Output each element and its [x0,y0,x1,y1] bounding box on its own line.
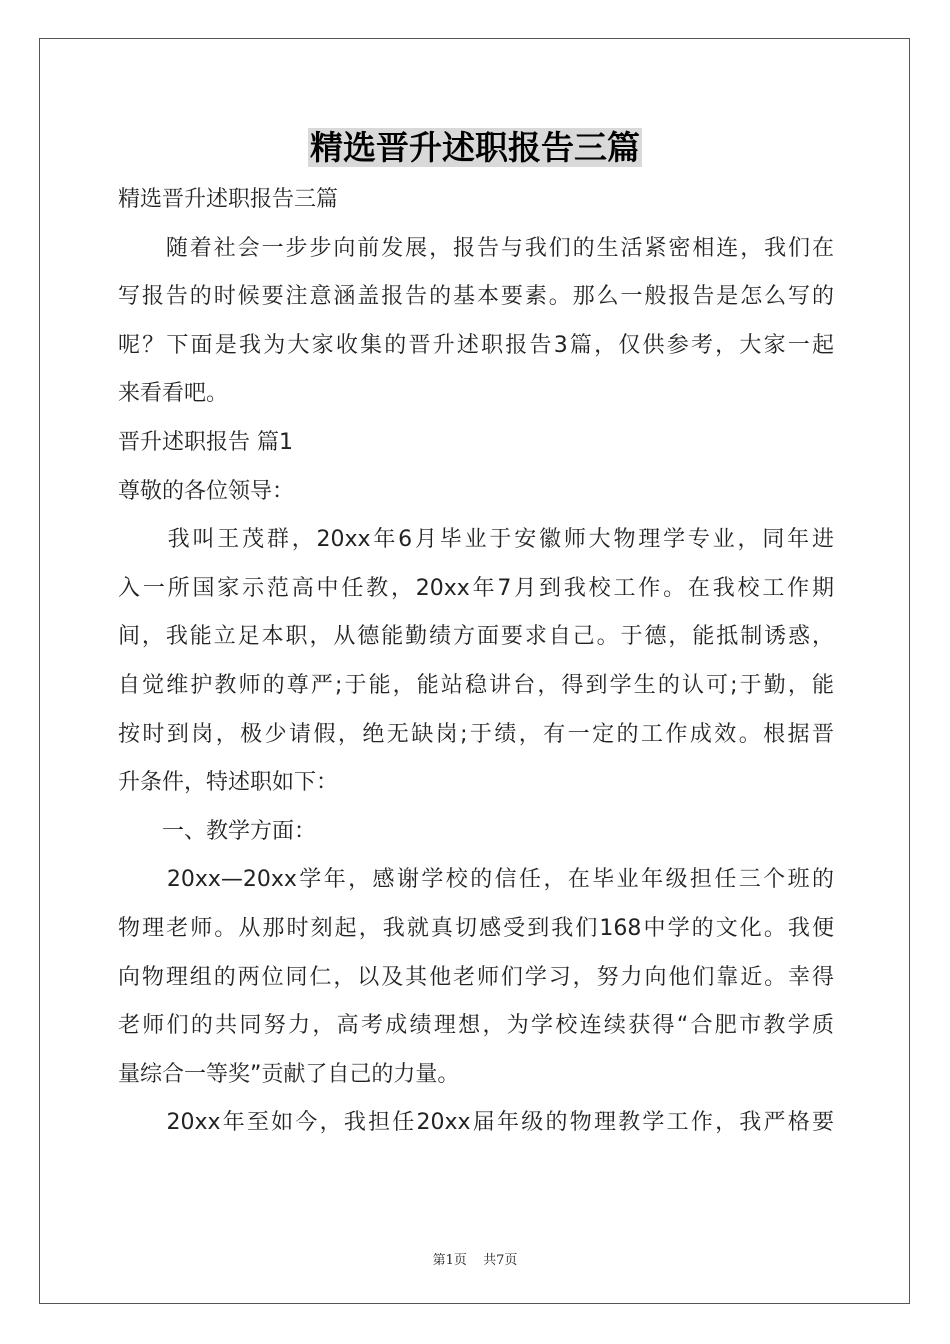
document-body [118,176,834,1148]
paragraph-line: 升条件，特述职如下： [118,770,339,796]
paragraph-line: 老师们的共同努力，高考成绩理想，为学校连续获得“合肥市教学质 [118,1013,834,1039]
paragraph-line: 来看看吧。 [118,381,229,407]
paragraph-line: 入一所国家示范高中任教，20xx年7月到我校工作。在我校工作期 [118,575,834,601]
paragraph-line: 写报告的时候要注意涵盖报告的基本要素。那么一般报告是怎么写的 [118,284,834,310]
page-footer [0,1249,950,1268]
subsection-heading: 一、教学方面： [118,818,317,844]
paragraph-line: 我叫王茂群，20xx年6月毕业于安徽师大物理学专业，同年进 [118,527,834,553]
document-title [0,126,950,170]
paragraph-line: 按时到岗，极少请假，绝无缺岗;于绩，有一定的工作成效。根据晋 [118,721,834,747]
paragraph-line: 向物理组的两位同仁，以及其他老师们学习，努力向他们靠近。幸得 [118,964,834,990]
paragraph-line: 随着社会一步步向前发展，报告与我们的生活紧密相连，我们在 [118,235,834,261]
paragraph-line: 自觉维护教师的尊严;于能，能站稳讲台，得到学生的认可;于勤，能 [118,672,834,698]
paragraph-line: 物理老师。从那时刻起，我就真切感受到我们168中学的文化。我便 [118,915,834,941]
subtitle-line: 精选晋升述职报告三篇 [118,187,339,212]
paragraph-line: 间，我能立足本职，从德能勤绩方面要求自己。于德，能抵制诱惑， [118,624,834,650]
salutation-line: 尊敬的各位领导： [118,478,295,504]
page-number: 第1页 [432,1253,467,1268]
section-heading: 晋升述职报告 篇1 [118,429,293,455]
page-total: 共7页 [483,1253,518,1268]
document-title-text: 精选晋升述职报告三篇 [310,128,640,167]
paragraph-line: 20xx年至如今，我担任20xx届年级的物理教学工作，我严格要 [118,1110,834,1136]
paragraph-line: 20xx—20xx学年，感谢学校的信任，在毕业年级担任三个班的 [118,867,834,893]
paragraph-line: 量综合一等奖”贡献了自己的力量。 [118,1061,460,1087]
paragraph-line: 呢？下面是我为大家收集的晋升述职报告3篇，仅供参考，大家一起 [118,332,834,358]
